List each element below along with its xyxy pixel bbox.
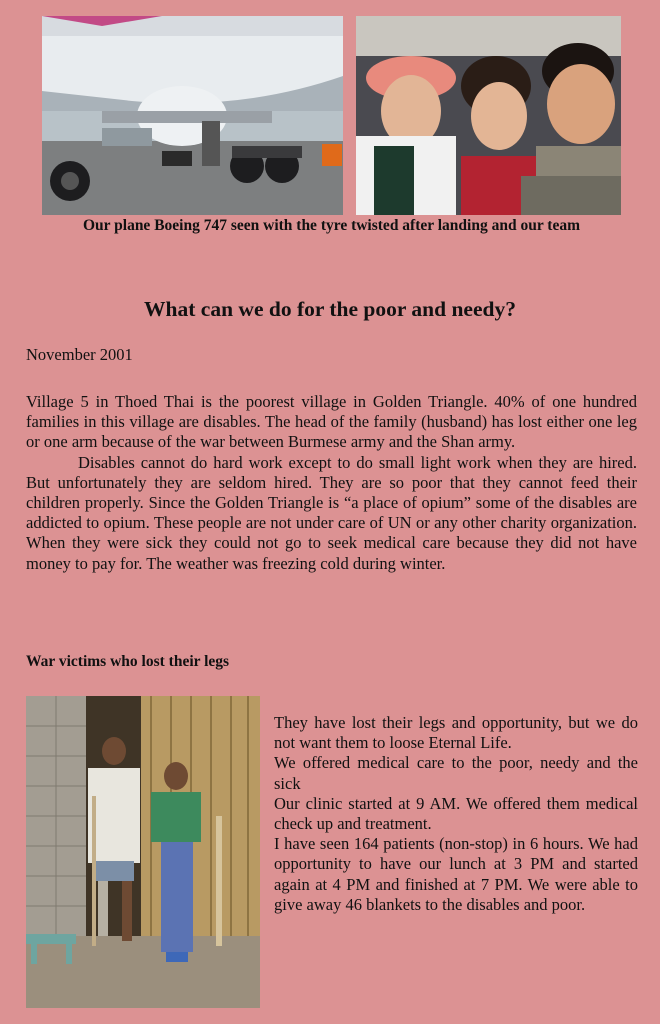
- side-line: I have seen 164 patients (non-stop) in 6 hours. We had opportunity to have our lunch at 3 PM and started again at 4 PM and finished at 7 PM. We were able to give away 46 blankets to the disables and poor.: [274, 834, 638, 914]
- side-line: They have lost their legs and opportunity, but we do not want them to loose Eternal Life.: [274, 713, 638, 753]
- side-line: We offered medical care to the poor, needy and the sick: [274, 753, 638, 793]
- paragraph: Disables cannot do hard work except to do small light work when they are hired. But unfortunately they are seldom hired. They are so poor that they cannot feed their children properly. Since the Golden Triangle is “a place of opium” some of the disables are addicted to opium. These people are not under care of UN or any other charity organization. When they were sick they could not go to seek medical care because they did not have money to pay for. The weather was freezing cold during winter.: [26, 452, 637, 573]
- airplane-image: [42, 16, 343, 215]
- paragraph: Village 5 in Thoed Thai is the poorest village in Golden Triangle. 40% of one hundred families in this village are disables. The head of the family (husband) has lost either one leg or one arm because of the war between Burmese army and the Shan army.: [26, 392, 637, 452]
- side-text: [274, 713, 638, 915]
- section-subheading: War victims who lost their legs: [26, 653, 230, 670]
- body-text: [26, 392, 637, 574]
- photo-war-victims: [26, 696, 260, 1008]
- photo-caption: Our plane Boeing 747 seen with the tyre twisted after landing and our team: [82, 217, 580, 234]
- page-title: What can we do for the poor and needy?: [144, 297, 516, 321]
- date-line: November 2001: [26, 345, 133, 364]
- war-victims-image: [26, 696, 260, 1008]
- side-line: Our clinic started at 9 AM. We offered them medical check up and treatment.: [274, 793, 638, 834]
- photo-team: [356, 16, 621, 215]
- team-image: [356, 16, 621, 215]
- photo-airplane-tyre: [42, 16, 343, 215]
